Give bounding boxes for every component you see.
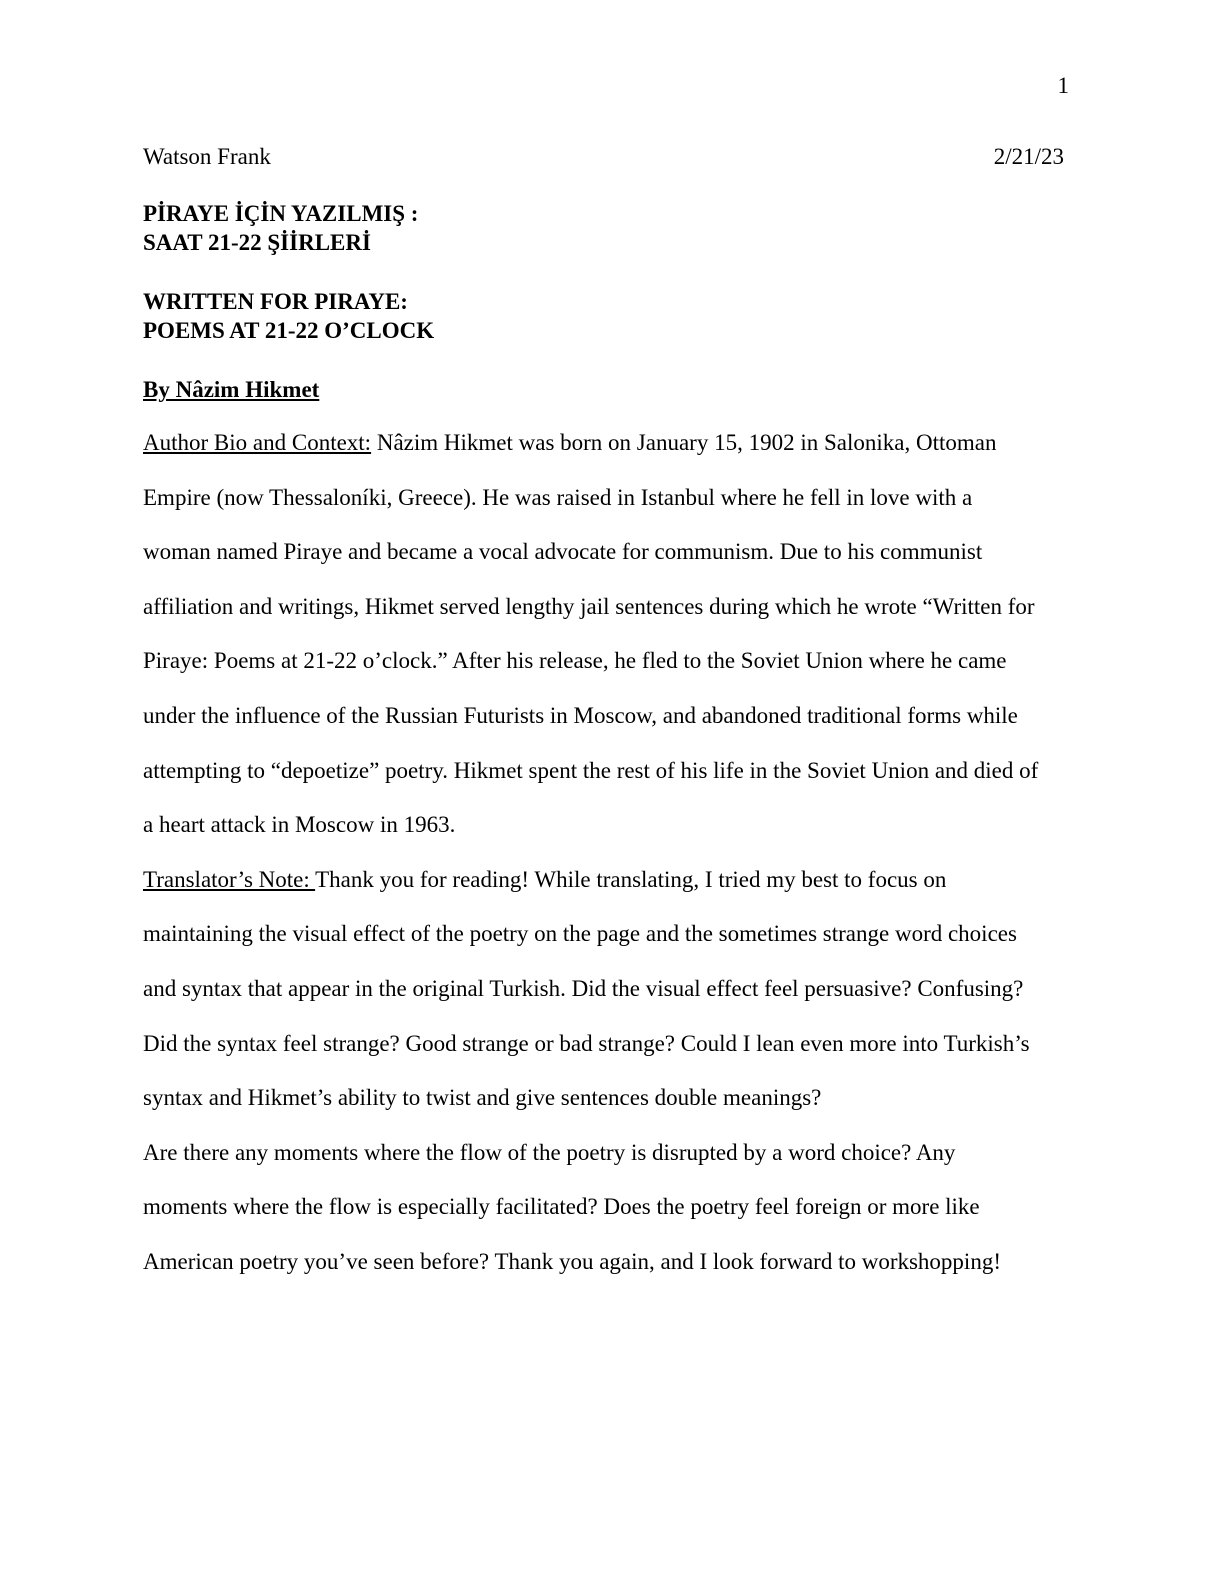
bio-label: Author Bio and Context: — [143, 430, 372, 455]
bio-line: a heart attack in Moscow in 1963. — [143, 812, 456, 838]
note-line: maintaining the visual effect of the poetry on the page and the sometimes strange word choices — [143, 921, 1017, 947]
title-turkish-line-2: SAAT 21-22 ŞİİRLERİ — [143, 230, 371, 255]
title-english-line-1: WRITTEN FOR PIRAYE: — [143, 289, 408, 314]
note-line: syntax and Hikmet’s ability to twist and give sentences double meanings? — [143, 1085, 822, 1111]
bio-line-text: Nâzim Hikmet was born on January 15, 1902 in Salonika, Ottoman — [371, 430, 997, 455]
bio-line: affiliation and writings, Hikmet served lengthy jail sentences during which he wrote “Written for — [143, 593, 1035, 619]
translator-note-label: Translator’s Note: — [143, 866, 316, 892]
closing-line: Are there any moments where the flow of the poetry is disrupted by a word choice? Any — [143, 1139, 956, 1165]
author-bio-paragraph — [143, 416, 1073, 853]
title-turkish — [143, 199, 418, 257]
bio-line — [143, 416, 1073, 471]
bio-line: under the influence of the Russian Futurists in Moscow, and abandoned traditional forms while — [143, 702, 1018, 728]
closing-line: American poetry you’ve seen before? Thank you again, and I look forward to workshopping! — [143, 1248, 1001, 1274]
page-number: 1 — [1057, 73, 1069, 98]
note-line: and syntax that appear in the original Turkish. Did the visual effect feel persuasive? Confusing? — [143, 975, 1024, 1001]
bio-line: Piraye: Poems at 21-22 o’clock.” After his release, he fled to the Soviet Union where he came — [143, 648, 1007, 674]
byline: By Nâzim Hikmet — [143, 377, 320, 402]
title-english — [143, 287, 434, 345]
body-text — [143, 416, 1073, 1290]
document-date: 2/21/23 — [993, 144, 1064, 169]
note-line — [143, 853, 1073, 908]
title-english-line-2: POEMS AT 21-22 O’CLOCK — [143, 318, 435, 343]
bio-line: woman named Piraye and became a vocal advocate for communism. Due to his communist — [143, 539, 983, 565]
closing-line: moments where the flow is especially facilitated? Does the poetry feel foreign or more like — [143, 1194, 980, 1220]
bio-line: Empire (now Thessaloníki, Greece). He was raised in Istanbul where he fell in love with a — [143, 484, 973, 510]
note-line-text: Thank you for reading! While translating, I tried my best to focus on — [315, 866, 947, 892]
translator-note-paragraph — [143, 853, 1073, 1126]
note-line: Did the syntax feel strange? Good strange or bad strange? Could I lean even more into Turkish’s — [143, 1030, 1030, 1056]
title-turkish-line-1: PİRAYE İÇİN YAZILMIŞ : — [143, 201, 419, 226]
document-header — [143, 143, 1064, 171]
bio-line: attempting to “depoetize” poetry. Hikmet spent the rest of his life in the Soviet Union and died of — [143, 757, 1039, 783]
closing-paragraph — [143, 1126, 1073, 1290]
author-name: Watson Frank — [143, 144, 271, 169]
